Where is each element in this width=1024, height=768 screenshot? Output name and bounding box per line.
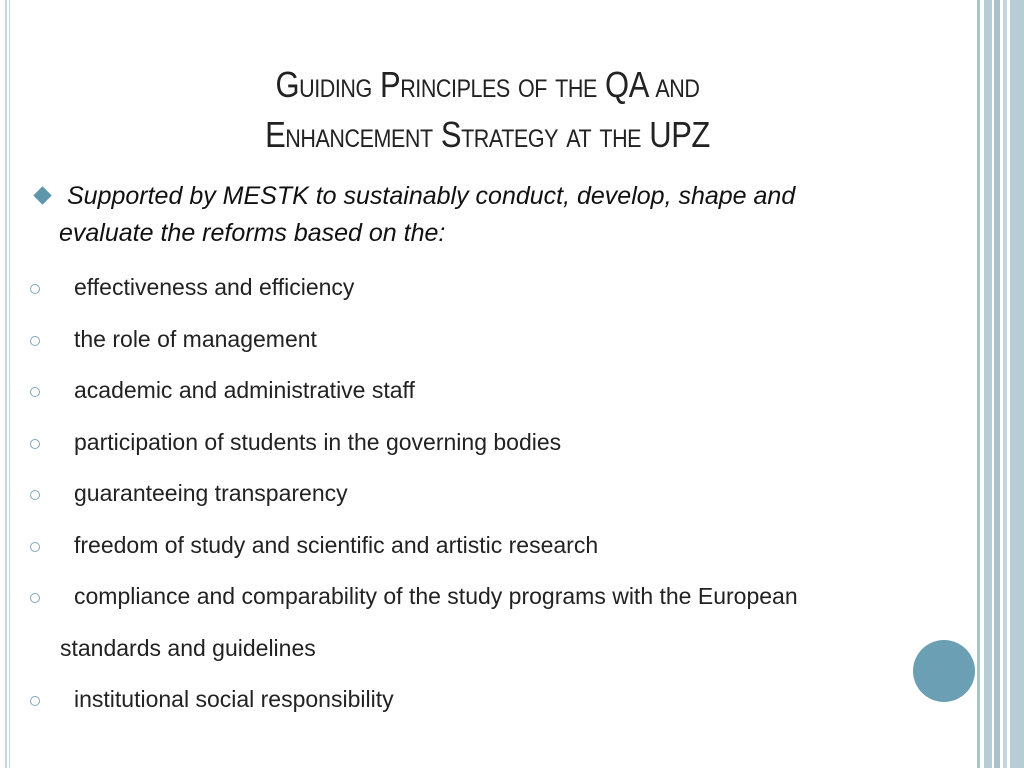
slide-title-line-1: Guiding Principles of the QA and xyxy=(275,64,700,105)
list-item-text: academic and administrative staff xyxy=(74,377,415,403)
right-stripe xyxy=(1010,0,1024,768)
list-item xyxy=(28,674,958,726)
circle-decoration xyxy=(913,640,975,702)
lead-line-1: Supported by MESTK to sustainably conduct, develop, shape and xyxy=(67,182,796,210)
ring-bullet-icon xyxy=(30,284,40,294)
list-item xyxy=(28,520,958,572)
ring-bullet-icon xyxy=(30,490,40,500)
list-item xyxy=(28,571,958,623)
list-item xyxy=(28,314,958,366)
diamond-icon xyxy=(33,187,51,205)
principles-list xyxy=(28,262,958,726)
list-item xyxy=(28,365,958,417)
list-item-text: guaranteeing transparency xyxy=(74,480,348,506)
ring-bullet-icon xyxy=(30,336,40,346)
right-stripe xyxy=(984,0,992,768)
list-item-text: participation of students in the governing bodies xyxy=(74,428,562,455)
right-stripe xyxy=(1003,0,1007,768)
ring-bullet-icon xyxy=(30,593,40,603)
list-item-text: effectiveness and efficiency xyxy=(74,274,355,300)
list-item-text: standards and guidelines xyxy=(60,634,316,661)
left-border-line-inner xyxy=(9,0,10,768)
list-item-text: institutional social responsibility xyxy=(74,686,394,712)
lead-line-2: evaluate the reforms based on the: xyxy=(59,219,446,247)
ring-bullet-icon xyxy=(30,542,40,552)
list-item-text: freedom of study and scientific and artistic research xyxy=(74,531,599,558)
ring-bullet-icon xyxy=(30,387,40,397)
list-item-text: compliance and comparability of the study programs with the European xyxy=(74,583,798,609)
list-item-continuation xyxy=(28,623,958,675)
list-item xyxy=(28,468,958,520)
ring-bullet-icon xyxy=(30,439,40,449)
ring-bullet-icon xyxy=(30,696,40,706)
right-stripe xyxy=(977,0,980,768)
left-border-line xyxy=(5,0,7,768)
lead-paragraph xyxy=(30,178,950,252)
slide-title xyxy=(171,60,803,160)
list-item-text: the role of management xyxy=(74,325,317,352)
slide-title-line-2: Enhancement Strategy at the UPZ xyxy=(265,114,710,155)
list-item xyxy=(28,417,958,469)
list-item xyxy=(28,262,958,314)
right-stripe xyxy=(994,0,1000,768)
